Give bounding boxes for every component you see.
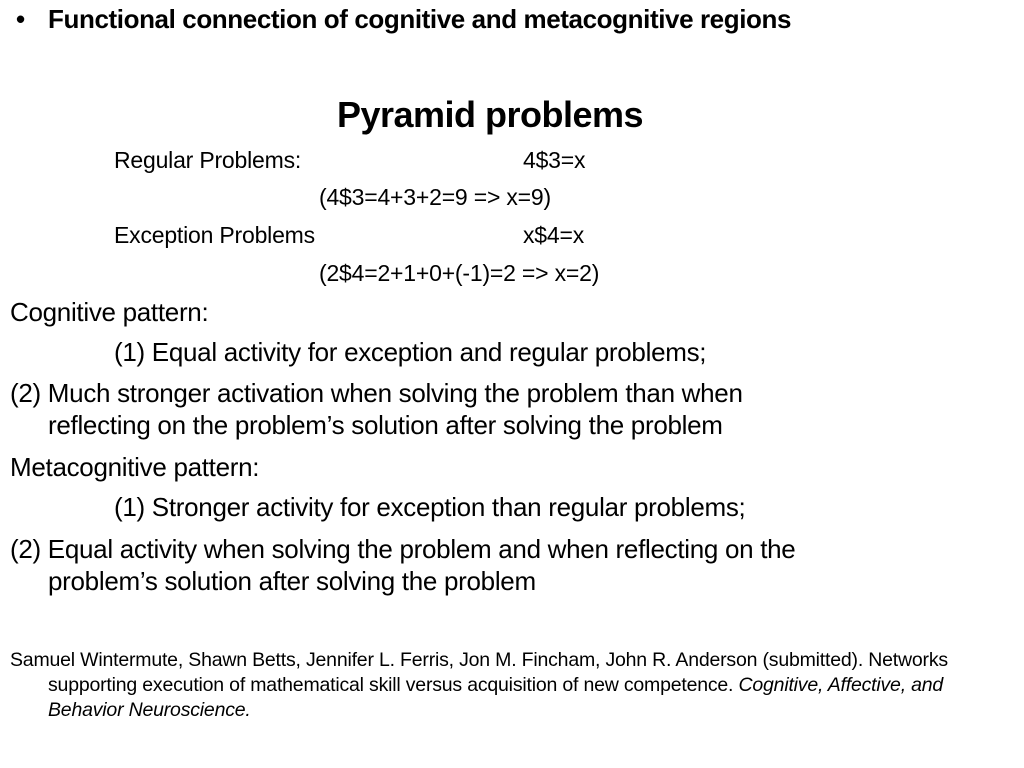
regular-problems-expression: 4$3=x xyxy=(523,147,586,173)
reference-journal: Cognitive, Affective, and Behavior Neuroscience. xyxy=(48,674,944,721)
reference-citation xyxy=(10,648,1010,723)
metacognitive-point-1: (1) Stronger activity for exception than regular problems; xyxy=(114,492,746,522)
cognitive-point-2-line-1: (2) Much stronger activation when solving the problem than when xyxy=(10,378,743,408)
cognitive-point-2-line-2: reflecting on the problem’s solution after solving the problem xyxy=(48,410,723,440)
regular-problems-example: (4$3=4+3+2=9 => x=9) xyxy=(319,184,551,210)
bullet-icon: • xyxy=(16,4,26,34)
reference-text: Samuel Wintermute, Shawn Betts, Jennifer L. Ferris, Jon M. Fincham, John R. Anderson (submitted). Networks supporting execution of mathematical skill versus acquisition of new competence. xyxy=(10,649,948,696)
regular-problems-label: Regular Problems: xyxy=(114,147,302,173)
cognitive-pattern-label: Cognitive pattern: xyxy=(10,297,209,327)
metacognitive-pattern-label: Metacognitive pattern: xyxy=(10,452,260,482)
cognitive-point-1: (1) Equal activity for exception and regular problems; xyxy=(114,337,707,367)
metacognitive-point-2-line-2: problem’s solution after solving the problem xyxy=(48,566,536,596)
metacognitive-point-2-line-1: (2) Equal activity when solving the problem and when reflecting on the xyxy=(10,534,796,564)
slide-subtitle: Pyramid problems xyxy=(336,94,644,135)
exception-problems-example: (2$4=2+1+0+(-1)=2 => x=2) xyxy=(319,260,600,286)
exception-problems-label: Exception Problems xyxy=(114,222,315,248)
slide-heading: Functional connection of cognitive and metacognitive regions xyxy=(48,4,792,34)
exception-problems-expression: x$4=x xyxy=(523,222,585,248)
